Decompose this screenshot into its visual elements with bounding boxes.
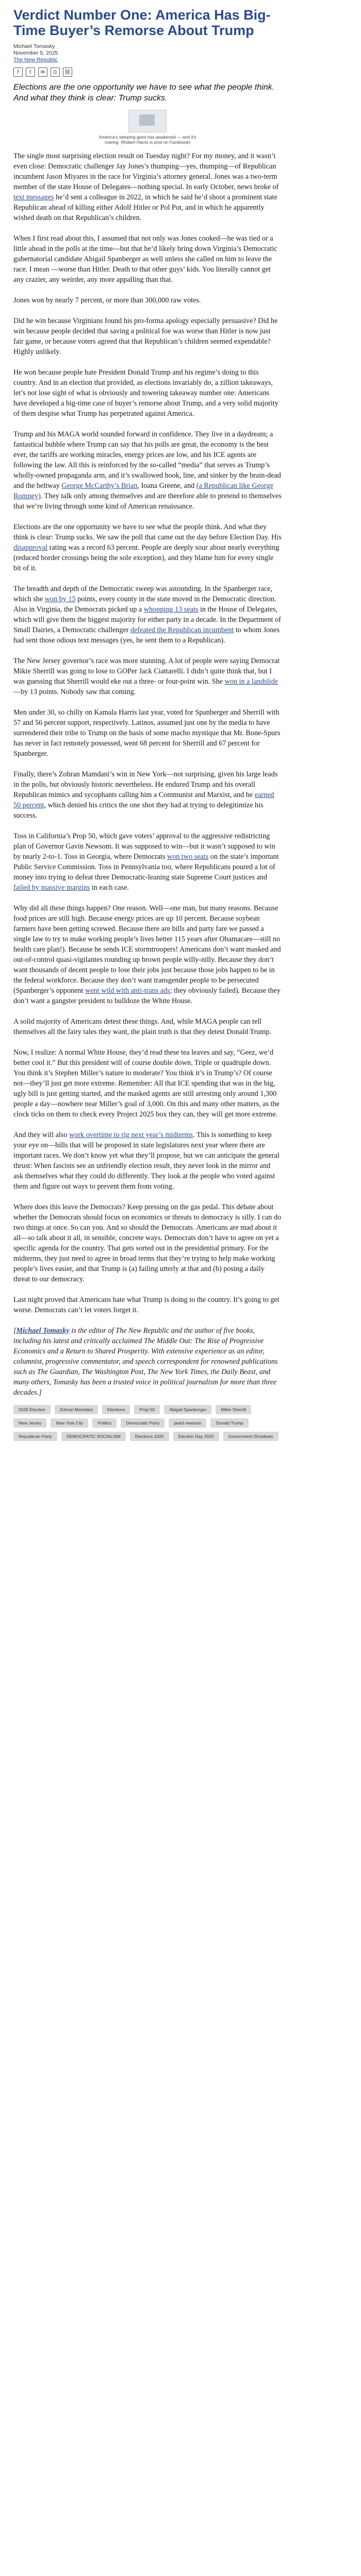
inline-link[interactable]: work overtime to rig next year’s midterms xyxy=(69,1131,193,1139)
paragraph-text: Did he win because Virginians found his pro-forma apology especially persuasive? Did he win because people decided that saving a political foe was worse than Hitler is now just fair game, or because voters agreed that that Republican’s children seemed expendable? Highly unlikely. xyxy=(13,317,278,356)
tag-chip[interactable]: 2026 Election xyxy=(13,1405,51,1414)
print-icon[interactable]: ⎙ xyxy=(51,67,60,77)
paragraph-text: Jones won by nearly 7 percent, or more than 300,000 raw votes. xyxy=(13,296,201,304)
article-paragraph xyxy=(13,769,282,821)
author-name: Michael Tomasky xyxy=(13,43,55,49)
publication-link[interactable]: The New Republic xyxy=(13,57,58,63)
tag-list xyxy=(13,1405,282,1441)
lead-figure xyxy=(13,110,282,145)
article-paragraph xyxy=(13,1202,282,1284)
paragraph-text: The New Jersey governor’s race was more stunning. A lot of people were saying Democrat Mikie Sherrill was going to lose to GOPer Jack Ciattarelli. I didn’t quite think that, but I was guessing that Sherrill would eke out a three- or four-point win. She xyxy=(13,657,280,686)
inline-link[interactable]: George McCarthy’s Brian xyxy=(61,482,138,490)
paragraph-text: Now, I realize: A normal White House, they’d read these tea leaves and say, “Geez, we’d better cool it.” But this president will of course double down. Triple or quadruple down. You think it’s Stephen Miller’s nature to moderate? You think it’s in Trump’s? Of course not—they’ll just get more extreme. Remember: All that ICE spending that was in the big, ugly bill is just getting started, and the masked agents are still arresting only around 1,300 people a day—nowhere near Miller’s goal of 3,000. On this and many other matters, as the clock ticks on them to check every Project 2025 box they can, they will get more extreme. xyxy=(13,1048,280,1118)
article-paragraph xyxy=(13,367,282,419)
paragraph-text: , which denied his critics the one shot they had at trying to delegitimize his success. xyxy=(13,801,264,820)
lead-image[interactable] xyxy=(128,110,167,132)
paragraph-text: A solid majority of Americans detest these things. And, while MAGA people can tell themselves all the fairy tales they want, the plain truth is that they detest Donald Trump. xyxy=(13,1018,272,1036)
twitter-icon[interactable]: t xyxy=(26,67,35,77)
paragraph-text: The breadth and depth of the Democratic sweep was astounding. In the Spanberger race, which she xyxy=(13,585,273,603)
article-body xyxy=(13,151,282,1315)
article-paragraph xyxy=(13,1130,282,1192)
inline-link[interactable]: failed by massive margins xyxy=(13,884,90,892)
article-paragraph xyxy=(13,707,282,759)
author-bio-link[interactable]: Michael Tomasky xyxy=(16,1327,70,1335)
paragraph-text: Why did all these things happen? One reason. Well—one man, but many reasons. Because food prices are still high. Because energy prices are up 10 percent. Because soybean farmers have been getting screwed. Because there are bills and party fare we passed a single law to try to make working people’s lives better 115 years after Obamacare—still no health care plan!). Because he sends ICE stormtroopers! Americans don’t want masked and out-of-control quasi-vigilantes rounding up brown people willy-nilly. Because they don’t want thousands of decent people to lose their jobs just because those jobs happen to be in the federal workforce. Because they don’t want transgender people to be persecuted (Spanberger’s opponent xyxy=(13,904,281,995)
paragraph-text: He won because people hate President Donald Trump and his regime’s doing to this country. And in an election that provided, as elections invariably do, a zillion takeaways, let’s not lose sight of what is obviously and towering takeaway number one: Americans have developed a big-time case of buyer’s remorse about Trump, and a very solid majority of them despise what Trump has perpetrated against America. xyxy=(13,368,278,418)
tag-chip[interactable]: New Jersey xyxy=(13,1418,46,1428)
tag-chip[interactable]: Politics xyxy=(92,1418,117,1428)
paragraph-text: . This is something to keep your eye on—bills that will be proposed in state legislatures next year where there are important races. We don’t know yet what they’ll propose, but we can anticipate the general thrust: When fascists see an unfriendly election result, they never look in the mirror and ask themselves what they could do differently. They look at the people who voted against them and figure out ways to prevent them from voting. xyxy=(13,1131,280,1191)
tag-chip[interactable]: Prop 50 xyxy=(134,1405,160,1414)
article-headline[interactable]: Verdict Number One: America Has Big-Time Buyer’s Remorse About Trump xyxy=(13,7,271,38)
article-paragraph xyxy=(13,429,282,512)
inline-link[interactable]: text messages xyxy=(13,193,54,201)
paragraph-text: Trump and his MAGA world sounded forward in confidence. They live in a daydream; a fantastical bubble where Trump can say that his polls are great, the economy is the best ever, the tariffs are working miracles, energy prices are low, and his ICE agents are following the law. All this is reinforced by the so-called “media” that serves as Trump’s wholly-owned propaganda arm, and it’s swallowed hook, line, and sinker by the brain-dead and the beltway xyxy=(13,430,281,490)
tag-chip[interactable]: Donald Trump xyxy=(210,1418,248,1428)
tag-chip[interactable]: Government Shutdown xyxy=(223,1432,278,1441)
paragraph-text: rating was a record 63 percent. People are deeply sour about nearly everything (reduced border crossings being the sole exception), and they blame him for every single bit of it. xyxy=(13,544,280,572)
tag-chip[interactable]: Democratic Party xyxy=(121,1418,165,1428)
paragraph-text: in each case. xyxy=(90,884,129,892)
article xyxy=(13,0,282,1441)
article-paragraph xyxy=(13,1016,282,1037)
inline-link[interactable]: went wild with anti-trans ads xyxy=(85,987,170,995)
link-icon[interactable]: ⛓ xyxy=(63,67,72,77)
paragraph-text: The single most surprising election result on Tuesday night? For my money, and it wasn’t even close: Democratic challenger Jay Jones’s thumping—yes, thumping—of Republican incumbent Jason Miyares in the race for Virginia’s attorney general. Jones was a two-term member of the state House of Delegates—nothing special. In early October, news broke of xyxy=(13,152,279,191)
tag-chip[interactable]: Mikie Sherrill xyxy=(216,1405,251,1414)
paragraph-text: on the state’s important Public Service Commission. Toss in Pennsylvania too, where Republicans poured a lot of money into trying to defeat three Democratic-leaning state Supreme Court justices and xyxy=(13,853,279,882)
byline xyxy=(13,43,282,63)
paragraph-text: Last night proved that Americans hate what Trump is doing to the country. It’s going to get worse. Democrats can’t let voters forget it. xyxy=(13,1296,280,1314)
inline-link[interactable]: won two seats xyxy=(167,853,209,861)
tag-chip[interactable]: Abigail Spanberger xyxy=(164,1405,211,1414)
paragraph-text: he’d sent a colleague in 2022, in which he said he’d shoot a prominent state Republican ahead of killing either Adolf Hitler or Pol Pot, and in which he apparently wished death on that Republican’s children. xyxy=(13,193,277,222)
tag-chip[interactable]: DEMOCRATIC SOCIALISM xyxy=(61,1432,126,1441)
image-caption: America's sleeping giant has awakened — and it's roaring. (Robert Harris is post on Facebook) xyxy=(99,134,196,145)
paragraph-text: in the House of Delegates, which will give them the biggest majority for either party in a decade. In the Department of Small Dairies, a Democratic challenger xyxy=(13,605,281,634)
paragraph-text: ; they obviously failed). Because they don’t want a gangster president to bulldoze the White House. xyxy=(13,987,281,1005)
article-paragraph xyxy=(13,1295,282,1315)
article-paragraph xyxy=(13,831,282,893)
article-paragraph xyxy=(13,233,282,285)
article-paragraph xyxy=(13,316,282,357)
paragraph-text: to whom Jones had sent those odious text messages (yes, he sent them to a Republican). xyxy=(13,626,280,645)
tag-chip[interactable]: Zohran Mamdani xyxy=(55,1405,98,1414)
article-dek: Elections are the one opportunity we have to see what the people think. And what they think is clear: Trump sucks. xyxy=(13,83,275,103)
inline-link[interactable]: disapproval xyxy=(13,544,48,552)
paragraph-text: . They talk only among themselves and are therefore able to pretend to themselves that we’re living through some kind of American renaissance. xyxy=(13,492,282,511)
paragraph-text: When I first read about this, I assumed that not only was Jones cooked—he was tied or a little ahead in the polls at the time—but that he’d likely bring down Virginia’s Democratic gubernatorial candidate Abigail Spanberger as well unless she called on him to leave the race. I mean —worse than Hitler. Death to that other guys’ kids. You literally cannot get any crazier, any weirder, any more appalling than that. xyxy=(13,234,277,284)
paragraph-text: Finally, there’s Zohran Mamdani’s win in New York—not surprising, given his large leads in the polls, but obviously historic nevertheless. He endured Trump and his overall Republican mimics and sycophants calling him a Communist and Marxist, and he xyxy=(13,770,278,799)
facebook-icon[interactable]: f xyxy=(13,67,23,77)
tag-chip[interactable]: New York City xyxy=(51,1418,88,1428)
article-paragraph xyxy=(13,584,282,646)
paragraph-text: —by 13 points. Nobody saw that coming. xyxy=(13,688,136,696)
article-paragraph xyxy=(13,522,282,573)
paragraph-text: Where does this leave the Democrats? Keep pressing on the gas pedal. This debate about whether the Democrats should focus on economics or threats to democracy is silly. I can do two things at once. So can you. And so should the Democrats. Americans are mad about it all—so talk about it all, in sensible, concrete ways. Democrats don’t have to agree on yet a specific agenda for the country. That gets sorted out in the presidential primary. For the midterms, they just need to agree in broad terms that they’re trying to help make working people’s lives easier, and that Trump is (a) failing utterly at that and (b) posing a daily threat to our democracy. xyxy=(13,1203,282,1283)
article-paragraph xyxy=(13,656,282,697)
share-buttons xyxy=(13,67,282,77)
inline-link[interactable]: earned 50 percent xyxy=(13,791,274,809)
email-icon[interactable]: ✉ xyxy=(38,67,47,77)
paragraph-text: points, every county in the state moved in the Democratic direction. Also in Virginia, the Democrats picked up a xyxy=(13,595,276,614)
inline-link[interactable]: (a Republican like George Romney) xyxy=(13,482,273,500)
article-paragraph xyxy=(13,295,282,306)
inline-link[interactable]: won in a landslide xyxy=(224,677,278,686)
article-paragraph xyxy=(13,151,282,223)
inline-link[interactable]: defeated the Republican incumbent xyxy=(130,626,234,634)
tag-chip[interactable]: Elections 2025 xyxy=(130,1432,169,1441)
article-paragraph xyxy=(13,903,282,1006)
paragraph-text: And they will also xyxy=(13,1131,69,1139)
author-bio: [Michael Tomasky is the editor of The New Republic and the author of five books, including his latest and critically acclaimed The Middle Out: The Rise of Progressive Economics and a Return to Shared Prosperity. With extensive experience as an editor, columnist, progressive commentator, and speech correspondent for renowned publications such as The Guardian, The Washington Post, The New York Times, the Daily Beast, and many others, Tomasky has been a trusted voice in political journalism for more than three decades.] xyxy=(13,1327,278,1397)
paragraph-text: Elections are the one opportunity we have to see what the people think. And what they think is clear: Trump sucks. We saw the poll that came out the day before Election Day. His xyxy=(13,523,282,541)
tag-chip[interactable]: Elections xyxy=(102,1405,130,1414)
paragraph-text: Men under 30, so chilly on Kamala Harris last year, voted for Spanberger and Sherrill with 57 and 56 percent support, respectively. Latinos, assumed just one by the media to have surrendered their tribe to Trump on the basis of some macho mystique that Mr. Bone-Spurs has never in fact remotely possessed, went 68 percent for Sherrill and 67 percent for Spanberger. xyxy=(13,708,281,758)
article-paragraph xyxy=(13,1047,282,1120)
paragraph-text: Toss in California’s Prop 50, which gave voters’ approval to the aggressive redistricting plan of Governor Gavin Newsom. It was supposed to win—but it wasn’t supposed to win by nearly 2-to-1. Toss in Georgia, where Democrats xyxy=(13,832,275,861)
tag-chip[interactable]: Republican Party xyxy=(13,1432,57,1441)
publish-date: November 5, 2025 xyxy=(13,50,58,56)
inline-link[interactable]: whopping 13 seats xyxy=(143,605,199,614)
paragraph-text: , Ioana Greene, and xyxy=(137,482,196,490)
author-bio-text: is the editor of The New Republic and the author of five books, including his latest and critically acclaimed The Middle Out: The Rise of Progressive Economics and a Return to Shared Prosperity. With extensive experience as an editor, columnist, progressive commentator, and speech correspondent for renowned publications such as The Guardian, The Washington Post, The New York Times, the Daily Beast, and many others, Tomasky has been a trusted voice in political journalism for more than three decades.] xyxy=(13,1327,278,1397)
tag-chip[interactable]: jared newsom xyxy=(169,1418,206,1428)
inline-link[interactable]: won by 15 xyxy=(44,595,76,603)
tag-chip[interactable]: Election Day 2025 xyxy=(173,1432,219,1441)
